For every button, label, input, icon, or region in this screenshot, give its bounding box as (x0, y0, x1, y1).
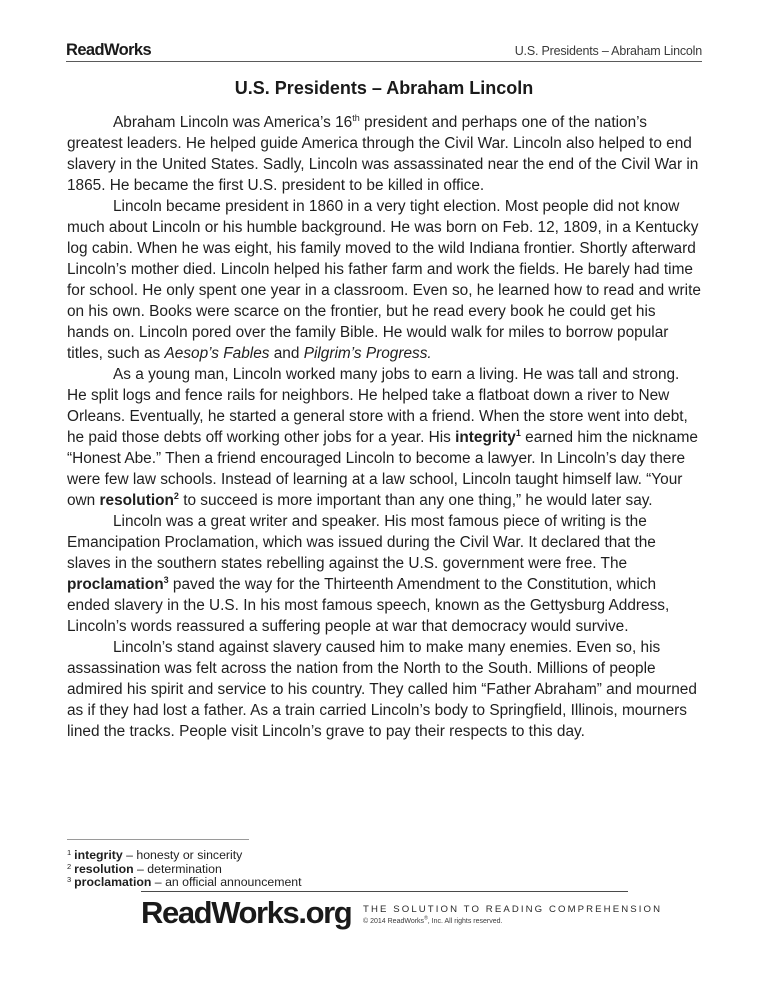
footnote-ref-2: 2 (173, 491, 179, 501)
vocab-term-integrity (455, 429, 521, 446)
footnote-ref-1: 1 (515, 428, 521, 438)
paragraph-4 (67, 511, 701, 637)
book-title-aesops-fables: Aesop’s Fables (164, 345, 270, 362)
vocab-term-text: integrity (455, 429, 516, 446)
readworks-org-logo: ReadWorks.org (141, 895, 352, 930)
vocab-term-resolution (100, 492, 179, 509)
footnote-term: resolution (74, 861, 134, 876)
readworks-logo: ReadWorks (66, 41, 152, 59)
footer-tagline: THE SOLUTION TO READING COMPREHENSION (363, 904, 663, 915)
copyright-text: , Inc. All rights reserved. (427, 918, 503, 925)
paragraph-text: and (269, 345, 304, 362)
footnote-separator (67, 839, 249, 840)
footnote-3 (67, 876, 302, 890)
paragraph-text: As a young man, Lincoln worked many jobs to earn a living. He was tall and strong. He split logs and fence rails for neighbors. He helped take a flatboat down a river to New Orleans. Eventually, he started a general store with a friend. When the store went into debt, he paid those debts off working other jobs for a year. His (67, 366, 688, 446)
running-header-title: U.S. Presidents – Abraham Lincoln (514, 44, 702, 58)
paragraph-text: earned him the nickname “Honest Abe.” Then a friend encouraged Lincoln to become a lawyer. In Lincoln’s day there were few law schools. Instead of learning at a law school, Lincoln taught himself law. “Your own (67, 429, 698, 509)
article-body (67, 112, 701, 742)
document-title: U.S. Presidents – Abraham Lincoln (234, 78, 534, 98)
paragraph-text: Lincoln became president in 1860 in a very tight election. Most people did not know much about Lincoln or his humble background. He was born on Feb. 12, 1809, in a Kentucky log cabin. When he was eight, his family moved to the wild Indiana frontier. Shortly afterward Lincoln’s mother died. Lincoln helped his father farm and work the fields. He barely had time for school. He only spent one year in a classroom. Even so, he learned how to read and write on his own. Books were scarce on the frontier, but he read every book he could get his hands on. Lincoln pored over the family Bible. He would walk for miles to borrow popular titles, such as (67, 198, 701, 362)
paragraph-text: Lincoln’s stand against slavery caused him to make many enemies. Even so, his assassination was felt across the nation from the North to the South. Millions of people admired his spirit and service to his country. They called him “Father Abraham” and mourned as if they had lost a father. As a train carried Lincoln’s body to Springfield, Illinois, mourners lined the tracks. People visit Lincoln’s grave to pay their respects to this day. (67, 639, 697, 740)
paragraph-text: Abraham Lincoln was America’s 16 (113, 114, 353, 131)
vocab-term-proclamation (67, 576, 169, 593)
footnote-number: 1 (67, 848, 72, 857)
footnote-number: 3 (67, 875, 72, 885)
footnote-ref-3: 3 (163, 575, 169, 585)
paragraph-1 (67, 112, 701, 196)
footer-copyright (363, 915, 503, 925)
page-header (66, 40, 702, 62)
paragraph-text: president and perhaps one of the nation’s greatest leaders. He helped guide America through the Civil War. Lincoln also helped to end slavery in the United States. Sadly, Lincoln was assassinated near the end of the Civil War in 1865. He became the first U.S. president to be killed in office. (67, 114, 699, 194)
paragraph-text: Lincoln was a great writer and speaker. His most famous piece of writing is the Emancipation Proclamation, which was issued during the Civil War. It declared that the slaves in the southern states rebelling against the U.S. government were free. The (67, 513, 656, 572)
footnote-definition: – an official announcement (151, 875, 302, 890)
registered-mark: ® (424, 915, 428, 922)
copyright-text: © 2014 ReadWorks (363, 918, 425, 925)
footnote-number: 2 (67, 861, 72, 871)
paragraph-5 (67, 637, 701, 742)
footnote-term: proclamation (74, 875, 152, 890)
footnotes (67, 849, 302, 890)
footnote-definition: – determination (133, 861, 222, 876)
paragraph-text: paved the way for the Thirteenth Amendment to the Constitution, which ended slavery in the U.S. In his most famous speech, known as the Gettysburg Address, Lincoln’s words reassured a suffering people at war that democracy would survive. (67, 576, 670, 635)
book-title-pilgrims-progress: Pilgrim’s Progress. (303, 345, 432, 362)
footnote-term: integrity (74, 848, 123, 862)
page-footer (141, 891, 663, 932)
vocab-term-text: proclamation (67, 576, 164, 593)
ordinal-superscript: th (352, 113, 360, 123)
vocab-term-text: resolution (99, 492, 174, 509)
paragraph-3 (67, 364, 701, 511)
paragraph-text: to succeed is more important than any one thing,” he would later say. (178, 492, 653, 509)
footnote-definition: – honesty or sincerity (122, 848, 243, 862)
footnote-1 (67, 849, 302, 863)
footnote-2 (67, 863, 302, 877)
paragraph-2 (67, 196, 701, 364)
